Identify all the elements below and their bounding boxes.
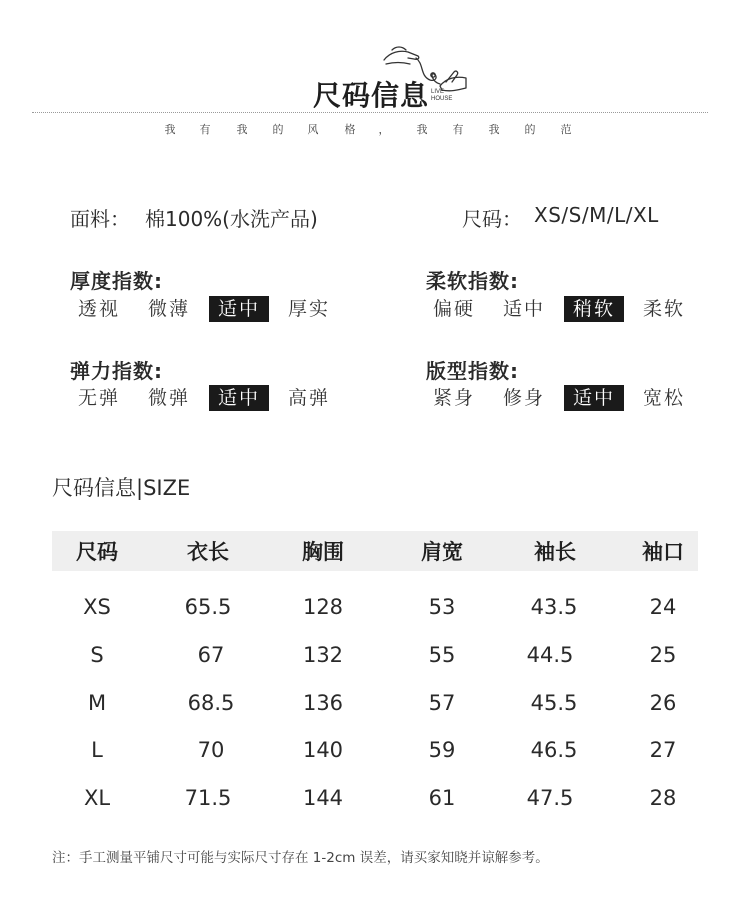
- fit-option: 紧身: [432, 387, 475, 409]
- table-cell: 144: [302, 786, 344, 810]
- column-header-sleeve: 袖长: [534, 540, 576, 564]
- table-cell: 45.5: [530, 691, 578, 715]
- table-cell: 68.5: [187, 691, 235, 715]
- table-cell: 26: [649, 691, 677, 715]
- table-header: [52, 531, 698, 571]
- thickness-option: 微薄: [147, 298, 190, 320]
- table-cell: 71.5: [184, 786, 232, 810]
- table-cell-size: L: [91, 738, 103, 762]
- elasticity-option-selected: 适中: [209, 385, 269, 411]
- fit-index-title: 版型指数:: [426, 359, 519, 383]
- table-cell: 132: [302, 643, 344, 667]
- table-cell: 28: [649, 786, 677, 810]
- table-cell: 65.5: [184, 595, 232, 619]
- elasticity-option: 高弹: [287, 387, 330, 409]
- slogan-char: 有: [452, 123, 464, 136]
- column-header-length: 衣长: [187, 540, 229, 564]
- softness-index-title: 柔软指数:: [426, 269, 519, 293]
- table-cell: 55: [428, 643, 456, 667]
- table-cell: 128: [302, 595, 344, 619]
- slogan-char: 风: [307, 123, 319, 136]
- table-cell-size: XS: [83, 595, 111, 619]
- fit-option: 宽松: [642, 387, 685, 409]
- table-cell-size: XL: [83, 786, 111, 810]
- table-cell: 70: [197, 738, 225, 762]
- fabric-label: 面料：: [70, 207, 130, 231]
- table-cell: 27: [649, 738, 677, 762]
- thickness-option-selected: 适中: [209, 296, 269, 322]
- sizes-label: 尺码：: [462, 207, 522, 231]
- slogan-char: 我: [236, 123, 248, 136]
- softness-option: 适中: [502, 298, 545, 320]
- slogan-char: 有: [199, 123, 211, 136]
- column-header-size: 尺码: [76, 540, 118, 564]
- table-cell: 44.5: [526, 643, 574, 667]
- table-cell: 25: [649, 643, 677, 667]
- slogan-char: ，: [378, 123, 390, 136]
- header-divider: [32, 112, 708, 113]
- logo-text: LIVE HOUSE: [431, 89, 453, 102]
- fit-option-selected: 适中: [564, 385, 624, 411]
- table-cell: 53: [428, 595, 456, 619]
- slogan-char: 我: [416, 123, 428, 136]
- elasticity-option: 微弹: [147, 387, 190, 409]
- table-cell: 47.5: [526, 786, 574, 810]
- slogan-char: 我: [164, 123, 176, 136]
- slogan-char: 的: [524, 123, 536, 136]
- thickness-option: 厚实: [287, 298, 330, 320]
- softness-option-selected: 稍软: [564, 296, 624, 322]
- table-cell: 61: [428, 786, 456, 810]
- fit-option: 修身: [502, 387, 545, 409]
- slogan-char: 的: [272, 123, 284, 136]
- slogan-char: 格: [344, 123, 356, 136]
- hands-logo-icon: [380, 42, 470, 104]
- column-header-shoulder: 肩宽: [421, 540, 463, 564]
- size-table-heading: 尺码信息|SIZE: [52, 476, 191, 500]
- column-header-chest: 胸围: [302, 540, 344, 564]
- elasticity-option: 无弹: [77, 387, 120, 409]
- table-cell: 140: [302, 738, 344, 762]
- thickness-index-title: 厚度指数:: [70, 269, 163, 293]
- table-cell: 24: [649, 595, 677, 619]
- table-cell: 43.5: [530, 595, 578, 619]
- softness-option: 柔软: [642, 298, 685, 320]
- table-cell: 67: [197, 643, 225, 667]
- table-cell: 57: [428, 691, 456, 715]
- slogan-char: 我: [488, 123, 500, 136]
- table-cell: 136: [302, 691, 344, 715]
- thickness-option: 透视: [77, 298, 120, 320]
- softness-option: 偏硬: [432, 298, 475, 320]
- sizes-value: XS/S/M/L/XL: [534, 203, 659, 227]
- measurement-note: 注：手工测量平铺尺寸可能与实际尺寸存在 1-2cm 误差，请买家知晓并谅解参考。: [52, 850, 549, 866]
- fabric-value: 棉100%(水洗产品): [145, 207, 318, 231]
- page-title: 尺码信息: [313, 79, 430, 112]
- column-header-cuff: 袖口: [642, 540, 684, 564]
- table-cell-size: M: [87, 691, 107, 715]
- table-cell: 59: [428, 738, 456, 762]
- slogan-char: 范: [560, 123, 572, 136]
- table-cell: 46.5: [530, 738, 578, 762]
- elasticity-index-title: 弹力指数:: [70, 359, 163, 383]
- table-cell-size: S: [90, 643, 104, 667]
